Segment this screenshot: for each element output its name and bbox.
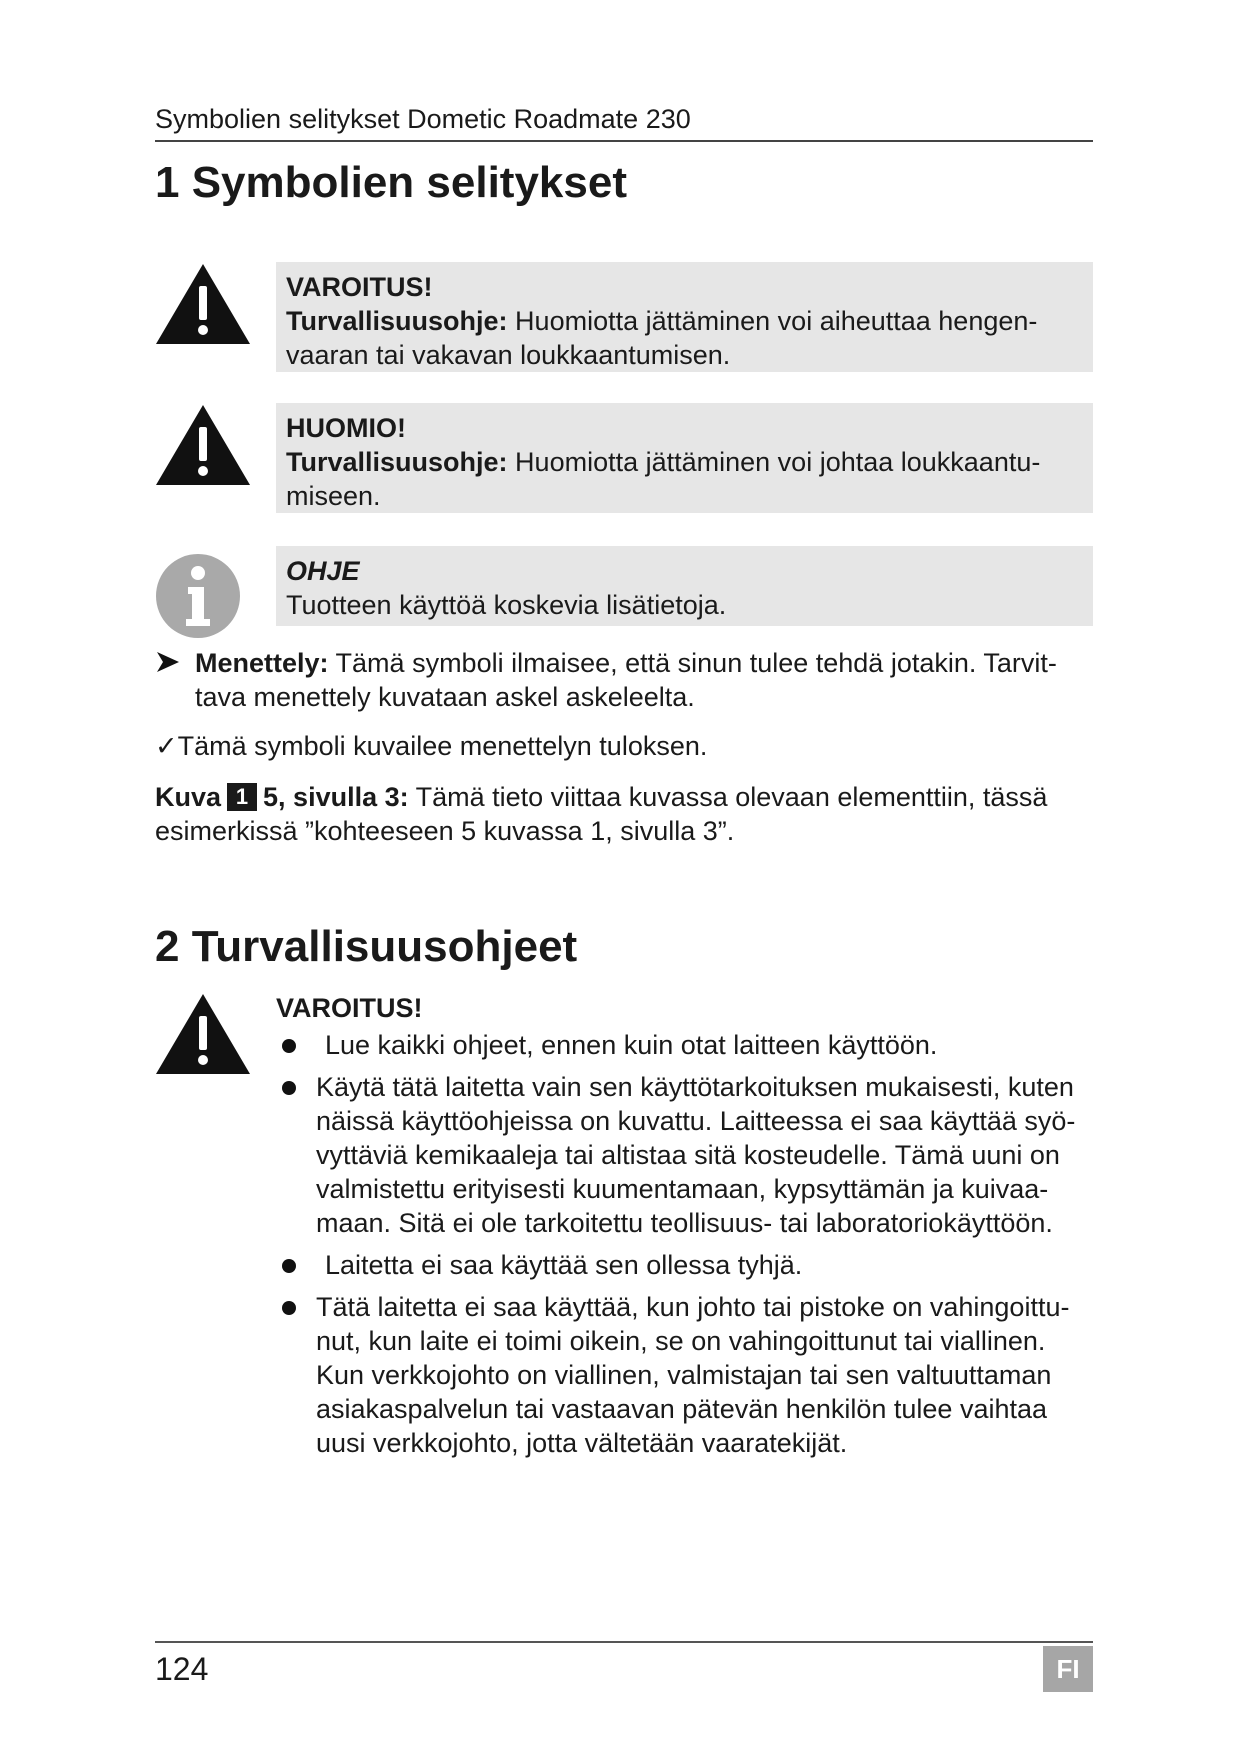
footer-divider xyxy=(155,1641,1093,1643)
procedure-paragraph xyxy=(155,646,1095,714)
section-2-heading: 2 Turvallisuusohjeet xyxy=(155,922,578,971)
list-item-line: Lue kaikki ohjeet, ennen kuin otat laitteen käyttöön. xyxy=(325,1030,938,1060)
procedure-text-line-1: Tämä symboli ilmaisee, että sinun tulee tehdä jotakin. Tarvit- xyxy=(328,648,1057,678)
result-text: Tämä symboli kuvailee menettelyn tuloksen. xyxy=(177,731,708,761)
list-item xyxy=(276,1248,1096,1282)
warning-title: VAROITUS! xyxy=(286,272,433,302)
warning-text-line-1: Huomiotta jättäminen voi aiheuttaa hengen- xyxy=(507,306,1038,336)
section-1-heading: 1 Symbolien selitykset xyxy=(155,158,627,207)
list-item-line: näissä käyttöohjeissa on kuvattu. Laitteessa ei saa käyttää syö- xyxy=(316,1106,1076,1136)
info-icon xyxy=(155,553,241,639)
list-item-line: Laitetta ei saa käyttää sen ollessa tyhjä. xyxy=(325,1250,803,1280)
safety-warning-title: VAROITUS! xyxy=(276,993,423,1023)
note-box xyxy=(276,546,1093,626)
caution-text-line-2: miseen. xyxy=(286,481,381,511)
warning-label: Turvallisuusohje: xyxy=(286,306,508,336)
checkmark-icon: ✓ xyxy=(155,731,178,761)
list-item xyxy=(276,1070,1096,1240)
procedure-text-line-2: tava menettely kuvataan askel askeleelta. xyxy=(195,682,695,712)
list-item-line: vyttäviä kemikaaleja tai altistaa sitä kosteudelle. Tämä uuni on xyxy=(316,1140,1060,1170)
note-title: OHJE xyxy=(286,556,360,586)
list-item-line: Kun verkkojohto on viallinen, valmistajan tai sen valtuuttaman xyxy=(316,1360,1052,1390)
caution-text xyxy=(286,445,1083,513)
bullet-icon xyxy=(282,1259,296,1273)
caution-box xyxy=(276,403,1093,513)
list-item-line: Tätä laitetta ei saa käyttää, kun johto tai pistoke on vahingoittu- xyxy=(316,1292,1070,1322)
safety-warning-triangle-icon xyxy=(155,992,251,1076)
figure-ref-label: Kuva xyxy=(155,782,222,812)
figure-ref-text-line-2: esimerkissä ”kohteeseen 5 kuvassa 1, sivulla 3”. xyxy=(155,816,735,846)
figure-number-badge: 1 xyxy=(227,783,257,811)
bullet-icon xyxy=(282,1039,296,1053)
warning-text-line-2: vaaran tai vakavan loukkaantumisen. xyxy=(286,340,731,370)
list-item xyxy=(276,1028,1096,1062)
figure-reference-paragraph xyxy=(155,780,1095,848)
language-badge: FI xyxy=(1043,1646,1093,1692)
list-item-line: nut, kun laite ei toimi oikein, se on vahingoittunut tai viallinen. xyxy=(316,1326,1046,1356)
bullet-icon xyxy=(282,1301,296,1315)
caution-label: Turvallisuusohje: xyxy=(286,447,508,477)
list-item-line: uusi verkkojohto, jotta vältetään vaaratekijät. xyxy=(316,1428,848,1458)
warning-box xyxy=(276,262,1093,372)
caution-title: HUOMIO! xyxy=(286,413,406,443)
note-text: Tuotteen käyttöä koskevia lisätietoja. xyxy=(286,590,727,620)
running-header: Symbolien selitykset Dometic Roadmate 230 xyxy=(155,104,691,134)
list-item-line: asiakaspalvelun tai vastaavan pätevän henkilön tulee vaihtaa xyxy=(316,1394,1048,1424)
list-item xyxy=(276,1290,1096,1460)
list-item-line: valmistettu erityisesti kuumentamaan, kypsyttämän ja kuivaa- xyxy=(316,1174,1049,1204)
list-item-line: Käytä tätä laitetta vain sen käyttötarkoituksen mukaisesti, kuten xyxy=(316,1072,1074,1102)
list-item-line: maan. Sitä ei ole tarkoitettu teollisuus- tai laboratoriokäyttöön. xyxy=(316,1208,1053,1238)
bullet-icon xyxy=(282,1081,296,1095)
figure-ref-text-line-1: Tämä tieto viittaa kuvassa olevaan elementtiin, tässä xyxy=(408,782,1048,812)
procedure-label: Menettely: xyxy=(195,648,329,678)
header-divider xyxy=(155,140,1093,142)
arrow-right-icon xyxy=(155,646,181,684)
caution-text-line-1: Huomiotta jättäminen voi johtaa loukkaantu- xyxy=(507,447,1041,477)
safety-instructions-list xyxy=(276,1028,1096,1468)
warning-text xyxy=(286,304,1083,372)
page-number: 124 xyxy=(155,1651,209,1687)
result-paragraph xyxy=(155,729,1095,763)
caution-triangle-icon xyxy=(155,403,251,487)
figure-ref-location: 5, sivulla 3: xyxy=(263,782,409,812)
warning-triangle-icon xyxy=(155,262,251,346)
